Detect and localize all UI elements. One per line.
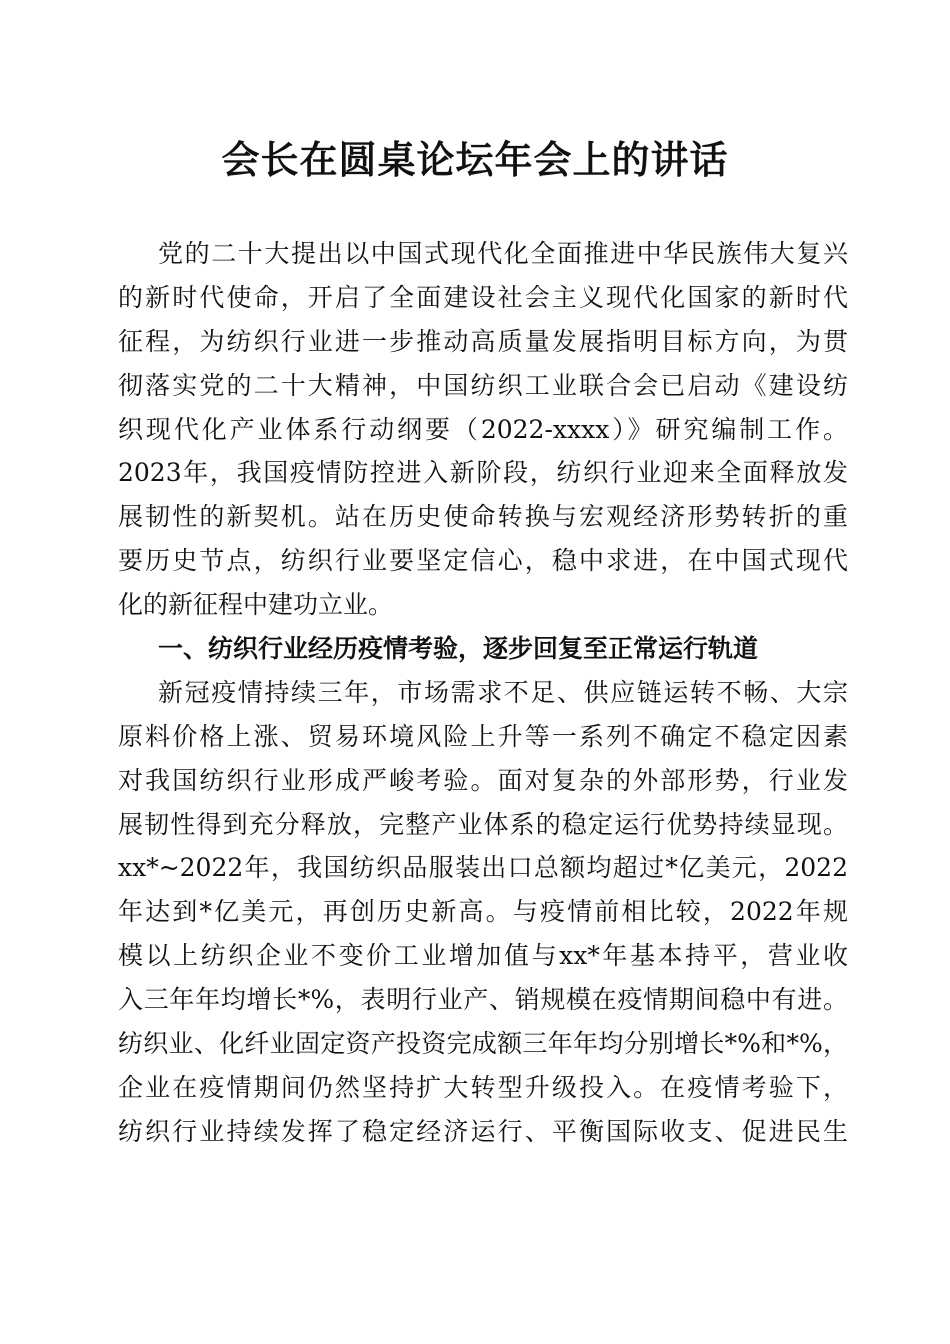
text-line: 2023年，我国疫情防控进入新阶段，纺织行业迎来全面释放发 xyxy=(118,458,848,488)
text-line: xx*~2022年，我国纺织品服装出口总额均超过*亿美元，2022 xyxy=(118,853,848,883)
text-line: 彻落实党的二十大精神，中国纺织工业联合会已启动《建设纺 xyxy=(118,370,848,400)
text-line: 年达到*亿美元，再创历史新高。与疫情前相比较，2022年规 xyxy=(118,897,848,927)
text-line: 化的新征程中建功立业。 xyxy=(118,590,394,620)
document-title: 会长在圆桌论坛年会上的讲话 xyxy=(221,137,729,182)
text-line: 入三年年均增长*%，表明行业产、销规模在疫情期间稳中有进。 xyxy=(118,985,848,1015)
text-line: 征程，为纺织行业进一步推动高质量发展指明目标方向，为贯 xyxy=(118,326,848,356)
document-body xyxy=(118,232,848,1154)
text-line: 党的二十大提出以中国式现代化全面推进中华民族伟大复兴 xyxy=(158,239,848,268)
text-line: 纺织行业持续发挥了稳定经济运行、平衡国际收支、促进民生 xyxy=(118,1116,848,1146)
text-line: 的新时代使命，开启了全面建设社会主义现代化国家的新时代 xyxy=(118,282,848,312)
section-heading: 一、纺织行业经历疫情考验，逐步回复至正常运行轨道 xyxy=(158,634,759,664)
text-line: 企业在疫情期间仍然坚持扩大转型升级投入。在疫情考验下， xyxy=(118,1072,848,1102)
text-line: 模以上纺织企业不变价工业增加值与xx*年基本持平，营业收 xyxy=(118,941,848,971)
text-line: 新冠疫情持续三年，市场需求不足、供应链运转不畅、大宗 xyxy=(158,677,848,707)
text-line: 织现代化产业体系行动纲要（2022-xxxx）》研究编制工作。 xyxy=(118,414,848,444)
text-line: 展韧性的新契机。站在历史使命转换与宏观经济形势转折的重 xyxy=(118,502,848,532)
text-line: 要历史节点，纺织行业要坚定信心，稳中求进，在中国式现代 xyxy=(118,546,848,576)
text-line: 纺织业、化纤业固定资产投资完成额三年年均分别增长*%和*%， xyxy=(118,1029,848,1059)
text-line: 对我国纺织行业形成严峻考验。面对复杂的外部形势，行业发 xyxy=(118,765,848,795)
text-line: 展韧性得到充分释放，完整产业体系的稳定运行优势持续显现。 xyxy=(118,809,848,839)
text-line: 原料价格上涨、贸易环境风险上升等一系列不确定不稳定因素 xyxy=(118,721,848,751)
